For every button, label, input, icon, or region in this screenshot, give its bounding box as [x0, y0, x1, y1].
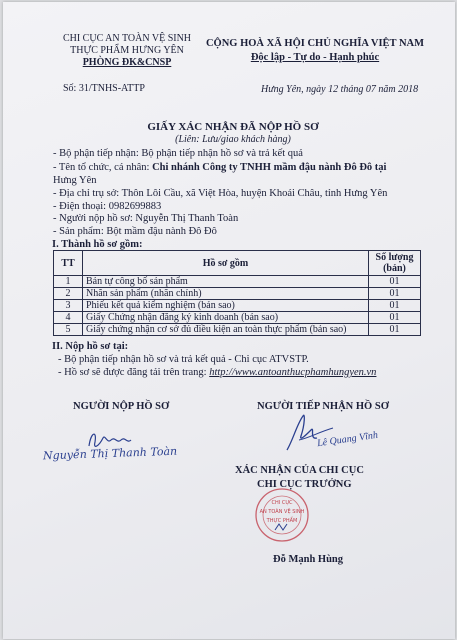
row-document: Giấy Chứng nhận đăng ký kinh doanh (bản sao) [83, 312, 369, 324]
table-row [54, 300, 421, 312]
website-link[interactable]: http://www.antoanthucphamhungyen.vn [209, 367, 377, 378]
receiver-line: - Bộ phận tiếp nhận: Bộ phận tiếp nhận hồ sơ và trả kết quả [53, 148, 303, 159]
row-document: Nhãn sản phẩm (nhãn chính) [83, 288, 369, 300]
row-document: Phiếu kết quả kiểm nghiệm (bản sao) [83, 300, 369, 312]
table-row [54, 288, 421, 300]
row-document: Bản tự công bố sản phẩm [83, 276, 369, 288]
agency-line-1: CHI CỤC AN TOÀN VỆ SINH [62, 33, 192, 44]
row-tt: 3 [54, 300, 83, 312]
svg-text:CHI CỤC: CHI CỤC [271, 500, 293, 506]
table-row [54, 324, 421, 336]
document-number: Số: 31/TNHS-ATTP [63, 83, 145, 94]
table-row [54, 312, 421, 324]
agency-line-2: THỰC PHẨM HƯNG YÊN [70, 45, 184, 56]
section-2-heading: II. Nộp hồ sơ tại: [52, 341, 129, 352]
receiver-handwritten-name: Lê Quang Vĩnh [316, 429, 379, 450]
publish-prefix: - Hồ sơ sẽ được đăng tải trên trang: [58, 367, 210, 378]
director-name: Đỗ Mạnh Hùng [273, 554, 344, 565]
section-1-heading: I. Thành hồ sơ gồm: [52, 239, 143, 250]
submitter-line: - Người nộp hồ sơ: Nguyễn Thị Thanh Toàn [53, 213, 239, 224]
header-quantity: Số lượng (bản) [369, 251, 421, 276]
product-line: - Sản phẩm: Bột mầm đậu nành Đô Đô [53, 226, 217, 237]
table-header-row [54, 251, 421, 276]
row-tt: 5 [54, 324, 83, 336]
receiver-signature-label: NGƯỜI TIẾP NHẬN HỒ SƠ [257, 401, 389, 412]
country-name: CỘNG HOÀ XÃ HỘI CHỦ NGHĨA VIỆT NAM [205, 38, 425, 49]
row-quantity: 01 [369, 312, 421, 324]
organization-line [53, 161, 386, 174]
submitter-handwritten-name: Nguyễn Thị Thanh Toàn [42, 444, 178, 463]
place-date: Hưng Yên, ngày 12 tháng 07 năm 2018 [261, 84, 419, 95]
agency-line-3: PHÒNG ĐK&CNSP [82, 57, 172, 68]
address-line: - Địa chỉ trụ sở: Thôn Lôi Cầu, xã Việt Hòa, huyện Khoái Châu, tỉnh Hưng Yên [53, 188, 388, 199]
row-tt: 1 [54, 276, 83, 288]
row-quantity: 01 [369, 300, 421, 312]
row-tt: 2 [54, 288, 83, 300]
submit-location-line: - Bộ phận tiếp nhận hồ sơ và trả kết quả - Chi cục ATVSTP. [58, 354, 309, 365]
submitter-signature-label: NGƯỜI NỘP HỒ SƠ [73, 401, 170, 412]
svg-text:AN TOÀN VỆ SINH: AN TOÀN VỆ SINH [259, 509, 305, 515]
organization-name: Chi nhánh Công ty TNHH mầm đậu nành Đô Đô tại [152, 162, 387, 173]
country-motto: Độc lập - Tự do - Hạnh phúc [250, 52, 380, 63]
document-subtitle: (Liên: Lưu/giao khách hàng) [175, 134, 291, 145]
phone-line: - Điện thoại: 0982699883 [53, 201, 162, 212]
row-document: Giấy chứng nhận cơ sở đủ điều kiện an toàn thực phẩm (bản sao) [83, 324, 369, 336]
organization-name-continued: Hưng Yên [53, 175, 97, 186]
row-quantity: 01 [369, 288, 421, 300]
header-documents: Hồ sơ gồm [83, 251, 369, 276]
table-row [54, 276, 421, 288]
row-quantity: 01 [369, 276, 421, 288]
document-title: GIẤY XÁC NHẬN ĐÃ NỘP HỒ SƠ [147, 121, 319, 133]
confirmation-label: XÁC NHẬN CỦA CHI CỤC [235, 465, 364, 476]
svg-text:THỰC PHẨM: THỰC PHẨM [266, 518, 298, 524]
organization-label: - Tên tổ chức, cá nhân: [53, 162, 153, 173]
official-stamp [253, 486, 311, 544]
director-title: CHI CỤC TRƯỞNG [257, 479, 352, 490]
document-page [3, 2, 455, 639]
header-tt: TT [54, 251, 83, 276]
documents-table [53, 250, 421, 336]
row-tt: 4 [54, 312, 83, 324]
publish-line [58, 366, 376, 379]
row-quantity: 01 [369, 324, 421, 336]
